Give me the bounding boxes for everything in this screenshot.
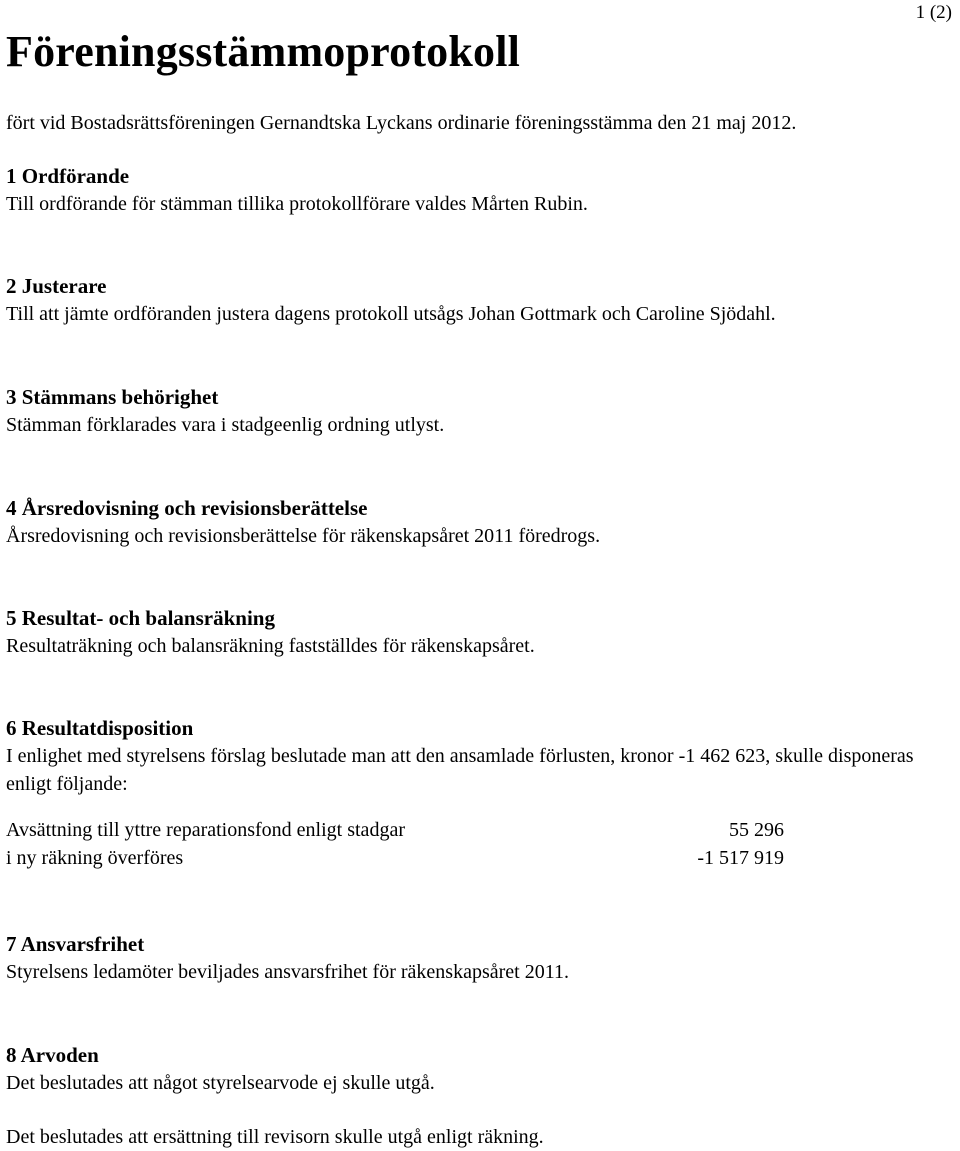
section-text: Till att jämte ordföranden justera dagens protokoll utsågs Johan Gottmark och Caroline Sjödahl. [6,303,776,325]
section-heading: 2 Justerare [6,274,107,298]
section-heading: 4 Årsredovisning och revisionsberättelse [6,496,368,520]
section-heading: 8 Arvoden [6,1043,99,1067]
section-heading: 5 Resultat- och balansräkning [6,606,275,630]
section-text: Det beslutades att något styrelsearvode ej skulle utgå. [6,1072,435,1094]
allocation-amount: -1 517 919 [697,847,784,869]
allocation-row [6,816,956,844]
section-text: Stämman förklarades vara i stadgeenlig ordning utlyst. [6,414,445,436]
intro-text: fört vid Bostadsrättsföreningen Gernandtska Lyckans ordinarie föreningsstämma den 21 maj 2012. [6,112,797,134]
section-text: Till ordförande för stämman tillika protokollförare valdes Mårten Rubin. [6,193,588,215]
page-number: 1 (2) [915,2,952,23]
section-arvoden [6,1041,956,1151]
section-text-2: Det beslutades att ersättning till revisorn skulle utgå enligt räkning. [6,1126,544,1148]
section-heading: 1 Ordförande [6,164,130,188]
allocation-label: Avsättning till yttre reparationsfond enligt stadgar [6,819,405,841]
section-heading: 6 Resultatdisposition [6,716,194,740]
section-behorighet [6,383,956,439]
section-ansvarsfrihet [6,930,956,986]
spacer [6,1097,956,1123]
document-title: Föreningsstämmoprotokoll [6,27,521,76]
section-arsredovisning [6,494,956,550]
section-resultat-balans [6,604,956,660]
section-heading: 7 Ansvarsfrihet [6,932,145,956]
allocation-amount: 55 296 [729,819,784,841]
section-text: Resultaträkning och balansräkning fastställdes för räkenskapsåret. [6,635,535,657]
section-text: I enlighet med styrelsens förslag beslutade man att den ansamlade förlusten, kronor -1 462 623, skulle disponeras enligt följande: [6,745,914,795]
section-resultatdisposition [6,714,956,872]
section-heading: 3 Stämmans behörighet [6,385,219,409]
allocation-row [6,844,956,872]
section-justerare [6,272,956,328]
section-text: Årsredovisning och revisionsberättelse för räkenskapsåret 2011 föredrogs. [6,525,601,547]
allocation-label: i ny räkning överföres [6,847,184,869]
section-ordforande [6,162,956,218]
section-text: Styrelsens ledamöter beviljades ansvarsfrihet för räkenskapsåret 2011. [6,961,569,983]
allocation-table [6,816,956,872]
